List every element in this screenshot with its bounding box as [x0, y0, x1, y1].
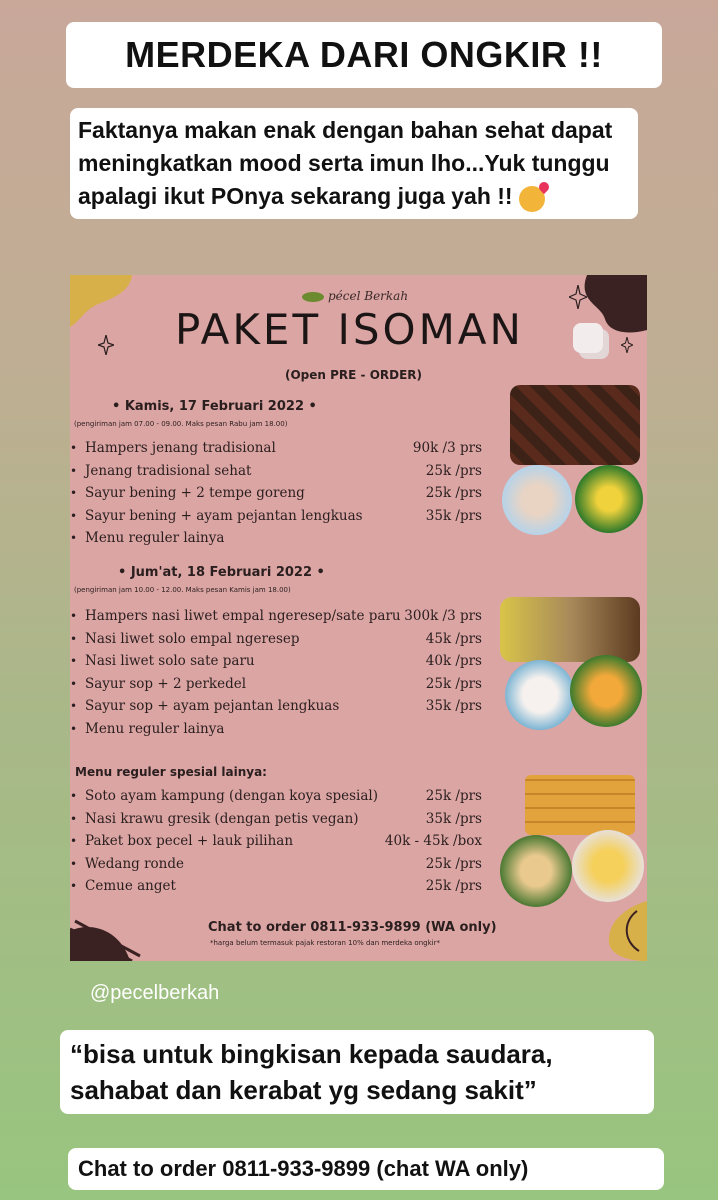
- menu-poster: [70, 275, 647, 961]
- menu-item-name: Wedang ronde: [85, 855, 184, 872]
- menu-item: [70, 527, 490, 550]
- menu-item-price: 300k /3 prs: [404, 608, 482, 624]
- menu-list-friday: [70, 605, 490, 740]
- poster-order-info: Chat to order 0811-933-9899 (WA only): [208, 920, 497, 935]
- jenang-bowl-image: [502, 465, 572, 535]
- menu-item: [70, 673, 490, 696]
- menu-item-price: 45k /prs: [425, 630, 482, 647]
- yellow-blob-decoration: [70, 275, 140, 335]
- sayur-sop-image: [570, 655, 642, 727]
- menu-item-price: 25k /prs: [425, 462, 482, 479]
- menu-item: [70, 605, 490, 628]
- menu-list-thursday: [70, 437, 490, 550]
- menu-item-name: Cemue anget: [85, 878, 176, 894]
- menu-item-name: Hampers nasi liwet empal ngeresep/sate paru: [85, 608, 401, 624]
- menu-item-name: Paket box pecel + lauk pilihan: [85, 833, 294, 849]
- menu-item-name: Sayur bening + ayam pejantan lengkuas: [85, 507, 363, 524]
- brand-logo: [302, 289, 408, 303]
- intro-text: Faktanya makan enak dengan bahan sehat dapat meningkatkan mood serta imun lho...Yuk tunggu apalagi ikut POnya sekarang juga yah !!: [78, 117, 613, 209]
- poster-subtitle: (Open PRE - ORDER): [285, 368, 423, 382]
- section-date: • Jum'at, 18 Februari 2022 •: [118, 565, 325, 580]
- menu-item-price: 25k /prs: [425, 855, 482, 872]
- menu-item-name: Menu reguler lainya: [85, 530, 225, 546]
- menu-item-price: 25k /prs: [425, 878, 482, 894]
- bullet: •: [70, 609, 78, 623]
- menu-item-price: 35k /prs: [425, 698, 482, 714]
- menu-item: [70, 437, 490, 460]
- bullet: •: [70, 486, 78, 500]
- menu-item: [70, 505, 490, 528]
- sticker-icon: [573, 323, 603, 353]
- bullet: •: [70, 508, 78, 523]
- menu-item: [70, 718, 490, 741]
- bullet: •: [70, 811, 78, 826]
- menu-item-name: Sayur sop + 2 perkedel: [85, 675, 247, 692]
- bullet: •: [70, 789, 78, 803]
- vegetable-bowl-image: [575, 465, 643, 533]
- chat-to-order-text: Chat to order 0811-933-9899 (chat WA only): [68, 1148, 664, 1190]
- menu-item: [70, 650, 490, 673]
- delivery-note: (pengiriman jam 10.00 - 12.00. Maks pesan Kamis jam 18.00): [74, 586, 291, 594]
- quote-text: “bisa untuk bingkisan kepada saudara, sahabat dan kerabat yg sedang sakit”: [60, 1030, 654, 1114]
- food-box-image: [510, 385, 640, 465]
- liwet-hampers-image: [500, 597, 640, 662]
- menu-item: [70, 830, 490, 853]
- sparkle-icon: [98, 335, 114, 355]
- bullet: •: [70, 834, 78, 848]
- sparkle-icon: [569, 285, 587, 309]
- smiling-face-with-hearts-icon: [519, 186, 545, 212]
- menu-item-price: 40k - 45k /box: [384, 833, 482, 849]
- bullet: •: [70, 879, 78, 893]
- bullet: •: [70, 856, 78, 871]
- regular-menu-title: Menu reguler spesial lainya:: [75, 765, 267, 779]
- menu-item-name: Menu reguler lainya: [85, 720, 225, 737]
- menu-item-name: Nasi krawu gresik (dengan petis vegan): [85, 810, 359, 827]
- instagram-handle[interactable]: @pecelberkah: [90, 982, 220, 1004]
- menu-item-price: 40k /prs: [425, 653, 482, 669]
- section-date: • Kamis, 17 Februari 2022 •: [112, 399, 317, 414]
- menu-item-price: 25k /prs: [425, 485, 482, 501]
- menu-item: [70, 808, 490, 831]
- dark-blob-bottom-decoration: [70, 911, 150, 961]
- intro-text-box: [70, 108, 638, 219]
- box-stack-image: [525, 775, 635, 835]
- headline: MERDEKA DARI ONGKIR !!: [66, 22, 662, 88]
- menu-list-regular: [70, 785, 490, 898]
- delivery-note: (pengiriman jam 07.00 - 09.00. Maks pesan Rabu jam 18.00): [74, 420, 288, 428]
- menu-item-price: 35k /prs: [425, 507, 482, 524]
- bullet: •: [70, 676, 78, 691]
- menu-item: [70, 875, 490, 898]
- pecel-plate-image: [500, 835, 572, 907]
- menu-item: [70, 460, 490, 483]
- yellow-blob-bottom-decoration: [587, 901, 647, 961]
- menu-item: [70, 853, 490, 876]
- bullet: •: [70, 531, 78, 545]
- menu-item-price: 25k /prs: [425, 675, 482, 692]
- menu-item-name: Nasi liwet solo empal ngeresep: [85, 630, 300, 647]
- soto-bowl-image: [572, 830, 644, 902]
- bullet: •: [70, 441, 78, 455]
- menu-item-price: 25k /prs: [425, 788, 482, 804]
- poster-title: PAKET ISOMAN: [175, 305, 524, 354]
- brand-name: pécel Berkah: [328, 289, 409, 303]
- menu-item-name: Sayur bening + 2 tempe goreng: [85, 485, 305, 501]
- sparkle-icon: [621, 337, 633, 353]
- menu-item: [70, 628, 490, 651]
- menu-item: [70, 695, 490, 718]
- bullet: •: [70, 699, 78, 713]
- menu-item: [70, 482, 490, 505]
- menu-item-price: 90k /3 prs: [412, 440, 482, 456]
- menu-item-name: Jenang tradisional sehat: [85, 462, 252, 479]
- bullet: •: [70, 631, 78, 646]
- brand-logo-mark: [302, 292, 324, 302]
- bullet: •: [70, 463, 78, 478]
- menu-item-name: Sayur sop + ayam pejantan lengkuas: [85, 698, 340, 714]
- menu-item-price: 35k /prs: [425, 810, 482, 827]
- bullet: •: [70, 721, 78, 736]
- menu-item: [70, 785, 490, 808]
- menu-item-name: Nasi liwet solo sate paru: [85, 653, 255, 669]
- menu-item-name: Hampers jenang tradisional: [85, 440, 276, 456]
- menu-item-name: Soto ayam kampung (dengan koya spesial): [85, 788, 379, 804]
- soup-bowl-image: [505, 660, 575, 730]
- bullet: •: [70, 654, 78, 668]
- poster-footnote: *harga belum termasuk pajak restoran 10% dan merdeka ongkir*: [210, 939, 440, 947]
